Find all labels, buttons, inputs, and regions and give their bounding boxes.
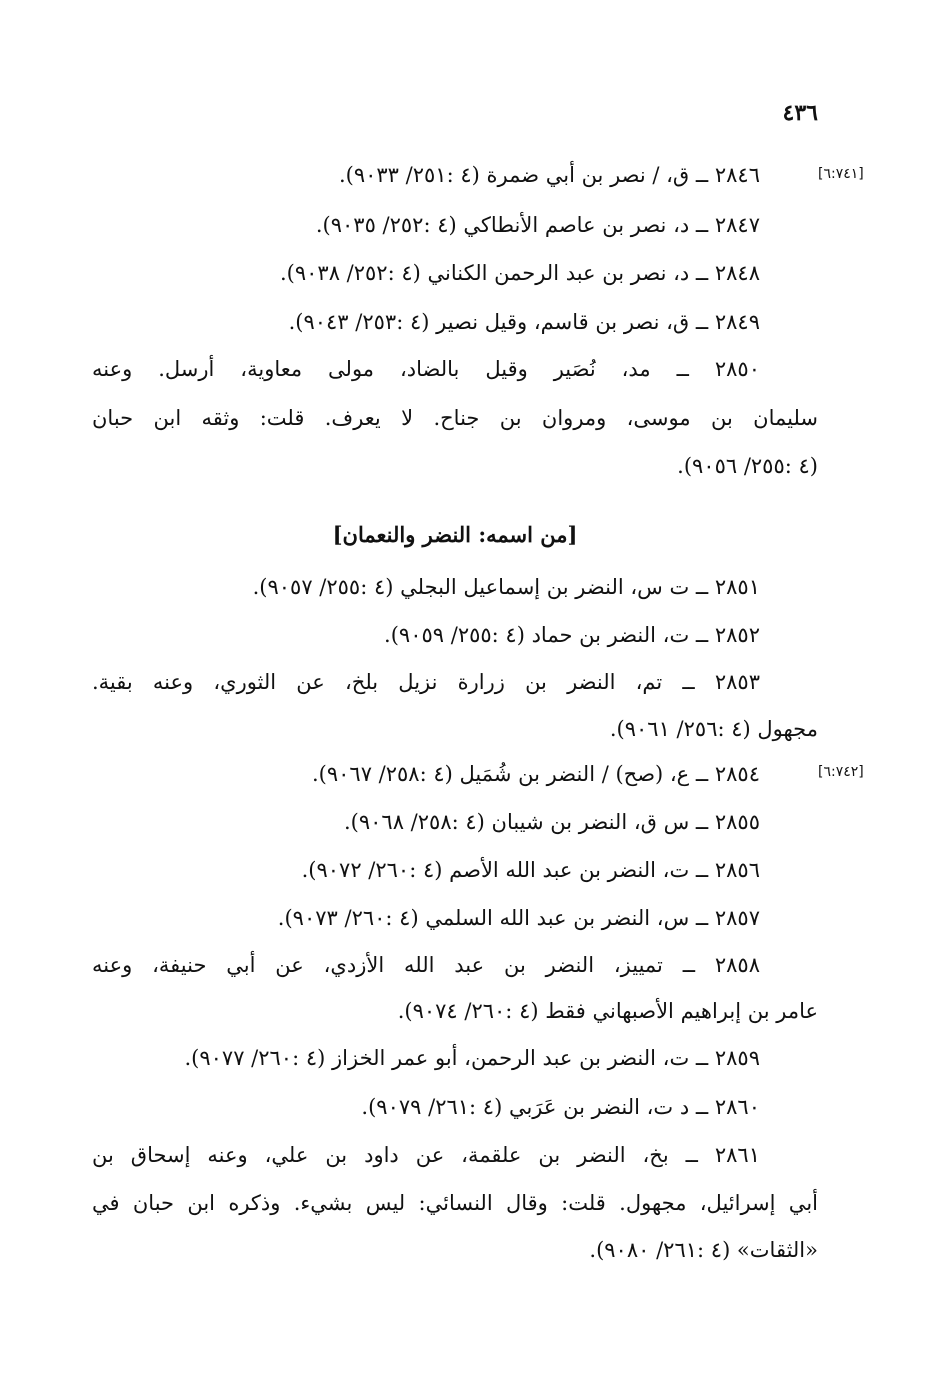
entry-line: سليمان بن موسى، ومروان بن جناح. لا يعرف. قلت: وثقه ابن حبان	[92, 406, 818, 430]
entry-line: ٢٨٥٥ ــ س ق، النضر بن شيبان (٤ :٢٥٨/ ٩٠٦٨).	[344, 810, 760, 834]
margin-reference: [٦:٧٤٢]	[818, 764, 864, 780]
entry-line: عامر بن إبراهيم الأصبهاني فقط (٤ :٢٦٠/ ٩٠٧٤).	[397, 999, 818, 1023]
section-heading: [من اسمه: النضر والنعمان]	[332, 522, 578, 547]
entry-line: ٢٨٥٠ ــ مد، نُصَير وقيل بالضاد، مولى معاوية، أرسل. وعنه	[92, 357, 760, 381]
entry-line: ٢٨٥٩ ــ ت، النضر بن عبد الرحمن، أبو عمر الخزاز (٤ :٢٦٠/ ٩٠٧٧).	[184, 1046, 760, 1070]
entry-line: ٢٨٥٦ ــ ت، النضر بن عبد الله الأصم (٤ :٢٦٠/ ٩٠٧٢).	[301, 858, 760, 882]
entry-line: ٢٨٥٨ ــ تمييز، النضر بن عبد الله الأزدي، عن أبي حنيفة، وعنه	[92, 953, 760, 977]
entry-line: ٢٨٥٧ ــ س، النضر بن عبد الله السلمي (٤ :٢٦٠/ ٩٠٧٣).	[277, 906, 760, 930]
margin-reference: [٦:٧٤١]	[818, 166, 864, 182]
entry-line: ٢٨٦١ ــ بخ، النضر بن علقمة، عن داود بن علي، وعنه إسحاق بن	[92, 1143, 760, 1167]
entry-line: ٢٨٤٧ ــ د، نصر بن عاصم الأنطاكي (٤ :٢٥٢/ ٩٠٣٥).	[315, 213, 760, 237]
entry-line: مجهول (٤ :٢٥٦/ ٩٠٦١).	[609, 717, 818, 741]
entry-line: ٢٨٤٨ ــ د، نصر بن عبد الرحمن الكناني (٤ :٢٥٢/ ٩٠٣٨).	[279, 261, 760, 285]
entry-line: «الثقات» (٤ :٢٦١/ ٩٠٨٠).	[589, 1238, 818, 1262]
entry-line: ٢٨٥٤ ــ ع، (صح) / النضر بن شُمَيل (٤ :٢٥٨/ ٩٠٦٧).	[311, 762, 760, 786]
entries-block	[92, 0, 818, 1379]
entry-line: أبي إسرائيل، مجهول. قلت: وقال النسائي: ليس بشيء. وذكره ابن حبان في	[92, 1191, 818, 1215]
entry-line: ٢٨٥١ ــ ت س، النضر بن إسماعيل البجلي (٤ :٢٥٥/ ٩٠٥٧).	[252, 575, 760, 599]
page-number: ٤٣٦	[782, 100, 818, 126]
entry-line: ٢٨٥٣ ــ تم، النضر بن زرارة نزيل بلخ، عن الثوري، وعنه بقية.	[92, 670, 760, 694]
entry-line: ٢٨٥٢ ــ ت، النضر بن حماد (٤ :٢٥٥/ ٩٠٥٩).	[384, 623, 760, 647]
entry-line: ٢٨٦٠ ــ د ت، النضر بن عَرَبي (٤ :٢٦١/ ٩٠٧٩).	[361, 1095, 760, 1119]
entry-line: ٢٨٤٩ ــ ق، نصر بن قاسم، وقيل نصير (٤ :٢٥٣/ ٩٠٤٣).	[288, 310, 760, 334]
entry-line: (٤ :٢٥٥/ ٩٠٥٦).	[677, 454, 818, 478]
entry-line: ٢٨٤٦ ــ ق، / نصر بن أبي ضمرة (٤ :٢٥١/ ٩٠٣٣).	[338, 163, 760, 187]
